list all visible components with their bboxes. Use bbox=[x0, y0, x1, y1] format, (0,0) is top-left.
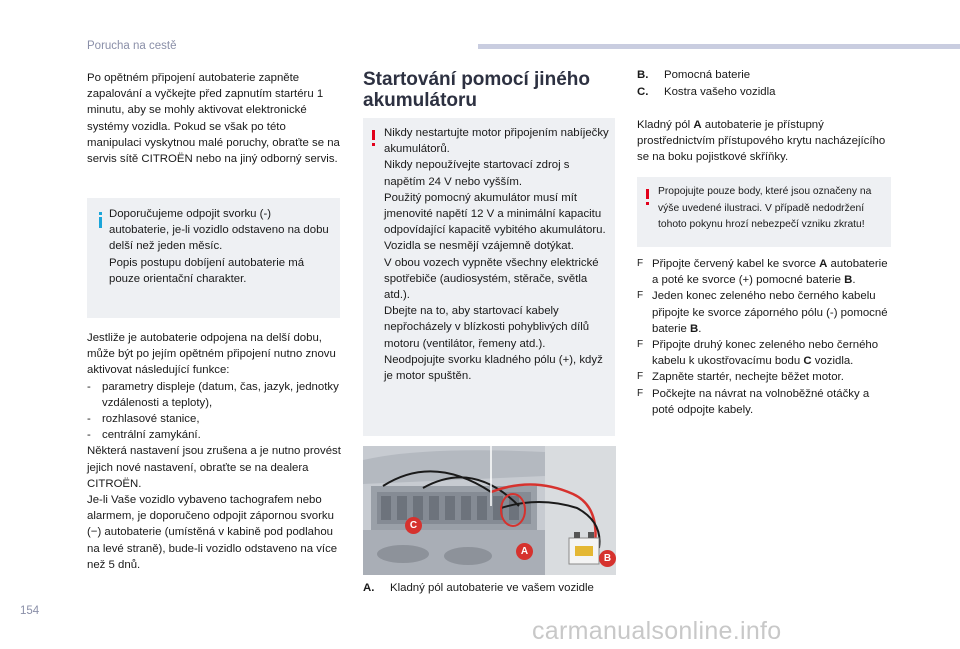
engine-bay-drawing bbox=[363, 446, 616, 575]
caption-label: A. bbox=[363, 582, 375, 594]
intro-paragraph: Po opětném připojení autobaterie zapněte zapalování a vyčkejte před zapnutím startéru 1 minutu, aby se mohly aktivovat elektronické systémy vozidla. Pokud se však po této manipulaci vyskytnou malé poruchy, obraťte se na servis sítě CITROËN nebo na jiný odborný servis. bbox=[87, 72, 340, 166]
step-arrow-icon: F bbox=[637, 258, 644, 269]
step-arrow-icon: F bbox=[637, 339, 644, 351]
info-text-2: Popis postupu dobíjení autobaterie má pouze orientační charakter. bbox=[109, 256, 305, 285]
info-icon bbox=[99, 212, 102, 228]
list-item: - parametry displeje (datum, čas, jazyk, jednotky vzdálenosti a teploty), bbox=[87, 380, 339, 409]
legend-item: C. Kostra vašeho vozidla bbox=[637, 86, 776, 99]
step-item: F Zapněte startér, nechejte běžet motor. bbox=[637, 369, 893, 385]
list-item: - centrální zamykání. bbox=[87, 429, 201, 442]
warning-box bbox=[363, 118, 615, 436]
warning-line: Neodpojujte svorku kladného pólu (+), když je motor spuštěn. bbox=[384, 353, 603, 383]
marker-a: A bbox=[516, 543, 533, 560]
page-number: 154 bbox=[20, 605, 40, 617]
list-item: - rozhlasové stanice, bbox=[87, 413, 200, 426]
step-item: F Jeden konec zeleného nebo černého kabelu připojte ke svorce záporného pólu (-) pomocné baterie B. bbox=[637, 290, 888, 335]
left-column-lower bbox=[87, 330, 342, 573]
function-list bbox=[87, 379, 342, 444]
figure-caption bbox=[363, 580, 623, 596]
access-paragraph: Kladný pól A autobaterie je přístupný prostřednictvím přístupového krytu nacházejícího se na boku pojistkové skříňky. bbox=[637, 119, 886, 164]
jump-start-illustration bbox=[363, 446, 616, 575]
step-arrow-icon: F bbox=[637, 387, 644, 399]
warning-icon bbox=[372, 130, 375, 140]
section-heading: Startování pomocí jiného akumulátoru bbox=[363, 69, 590, 111]
section-title: Porucha na cestě bbox=[87, 40, 177, 52]
warning-icon bbox=[646, 189, 649, 199]
steps-list bbox=[637, 256, 893, 418]
info-box bbox=[87, 198, 340, 318]
marker-c: C bbox=[405, 517, 422, 534]
step-arrow-icon: F bbox=[637, 371, 644, 383]
step-item: F Počkejte na návrat na volnoběžné otáčky a poté odpojte kabely. bbox=[637, 387, 870, 416]
dealer-paragraph: Některá nastavení jsou zrušena a je nutno provést jejich nové nastavení, obraťte se na dealera CITROËN. bbox=[87, 445, 341, 490]
warning-line: Dbejte na to, aby startovací kabely nepřocházely v blízkosti pohyblivých dílů motoru (ventilátor, řemeny atd.). bbox=[384, 305, 590, 350]
warning-line: Použitý pomocný akumulátor musí mít jmenovité napětí 12 V a minimální kapacitu odpovídající kapacitě vybitého akumulátoru. bbox=[384, 191, 606, 237]
warning-line: Vozidla se nesmějí vzájemně dotýkat. bbox=[384, 240, 574, 253]
short-circuit-warning-box bbox=[637, 177, 891, 247]
info-text-1: Doporučujeme odpojit svorku (-) autobaterie, je-li vozidlo odstaveno na dobu delší než jeden měsíc. bbox=[109, 208, 329, 253]
caption-text: Kladný pól autobaterie ve vašem vozidle bbox=[390, 582, 594, 594]
header-bar bbox=[478, 44, 960, 49]
tachograph-paragraph: Je-li Vaše vozidlo vybaveno tachografem nebo alarmem, je doporučeno odpojit zápornou svorku (−) autobaterie (umístěná v kabině pod podlahou na levé straně), bude-li vozidlo odstaveno na více než 5 dnů. bbox=[87, 494, 338, 571]
watermark: carmanualsonline.info bbox=[532, 617, 782, 645]
legend bbox=[637, 67, 893, 100]
warning-line: Nikdy nestartujte motor připojením nabíječky akumulátorů. bbox=[384, 127, 609, 156]
legend-item: B. Pomocná baterie bbox=[637, 69, 751, 81]
marker-b: B bbox=[599, 550, 616, 567]
warning-line: V obou vozech vypněte všechny elektrické spotřebiče (audiosystém, stěrače, světla atd.). bbox=[384, 256, 599, 302]
step-arrow-icon: F bbox=[637, 290, 644, 302]
warning-line: Nikdy nepoužívejte startovací zdroj s napětím 24 V nebo vyšším. bbox=[384, 159, 570, 188]
reactivation-paragraph: Jestliže je autobaterie odpojena na delší dobu, může být po jejím opětném připojení nutno znovu aktivovat následující funkce: bbox=[87, 332, 336, 377]
left-column bbox=[87, 70, 342, 167]
step-item: F Připojte červený kabel ke svorce A autobaterie a poté ke svorce (+) pomocné baterie B. bbox=[637, 258, 888, 287]
short-circuit-warning-text: Propojujte pouze body, které jsou označeny na výše uvedené ilustraci. V případě nedodržení tohoto pokynu hrozí nebezpečí vzniku zkratu! bbox=[658, 186, 872, 230]
step-item: F Připojte druhý konec zeleného nebo černého kabelu k ukostřovacímu bodu C vozidla. bbox=[637, 339, 879, 368]
